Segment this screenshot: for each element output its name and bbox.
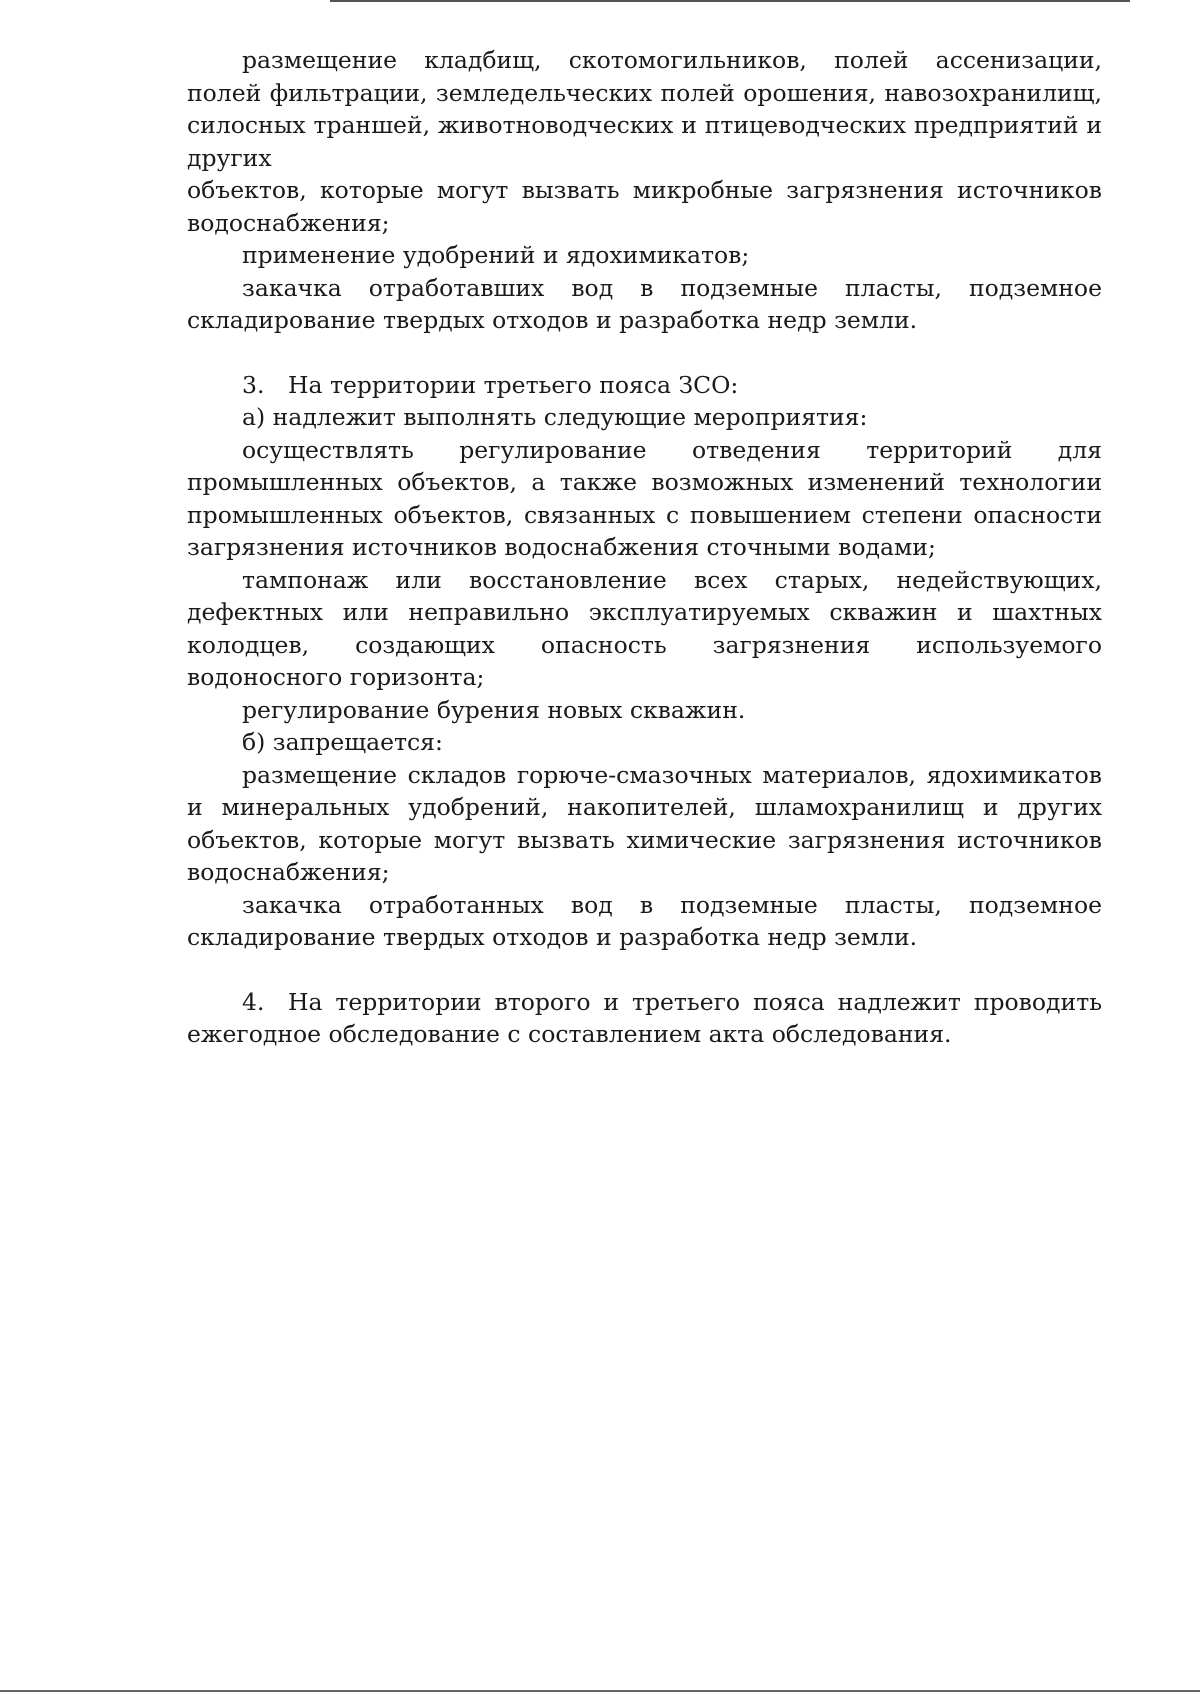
scan-bottom-edge	[0, 1690, 1200, 1692]
section-3-number: 3.	[242, 370, 265, 399]
paragraph-placement-cemeteries: размещение кладбищ, скотомогильников, полей ассенизации, полей фильтрации, земледельческих полей орошения, навозохранилищ, силосных траншей, животноводческих и птицеводческих предприятий и других	[187, 46, 1102, 172]
paragraph-drilling-regulation: регулирование бурения новых скважин.	[242, 695, 746, 724]
paragraph-territory-regulation: осуществлять регулирование отведения территорий для промышленных объектов, а также возможных изменений технологии промышленных объектов, связанных с повышением степени опасности загрязнения источников водоснабжения сточными водами;	[187, 435, 1102, 561]
paragraph-fuel-storage: размещение складов горюче-смазочных материалов, ядохимикатов и минеральных удобрений, накопителей, шламохранилищ и других объектов, которые могут вызвать химические загрязнения источников водоснабжения;	[187, 760, 1102, 886]
paragraph-fertilizers: применение удобрений и ядохимикатов;	[242, 241, 750, 269]
paragraph-well-plugging: тампонаж или восстановление всех старых, недействующих, дефектных или неправильно эксплуатируемых скважин и шахтных колодцев, создающих опасность загрязнения используемого водоносного горизонта;	[187, 565, 1102, 691]
section-3-item-a: а) надлежит выполнять следующие мероприятия:	[242, 403, 868, 431]
paragraph-wastewater-injection: закачка отработанных вод в подземные пласты, подземное складирование твердых отходов и разработка недр земли.	[187, 890, 1102, 951]
scan-top-edge	[330, 0, 1130, 2]
document-body	[187, 44, 1102, 1051]
section-3-title: На территории третьего пояса ЗСО:	[288, 370, 739, 399]
section-4-text: На территории второго и третьего пояса надлежит проводить ежегодное обследование с составлением акта обследования.	[187, 987, 1102, 1048]
paragraph-microbial-pollution: объектов, которые могут вызвать микробные загрязнения источников водоснабжения;	[187, 176, 1102, 237]
paragraph-waste-injection: закачка отработавших вод в подземные пласты, подземное складирование твердых отходов и разработка недр земли.	[187, 273, 1102, 334]
section-4-paragraph	[187, 986, 1102, 1051]
spacer	[187, 337, 1102, 369]
spacer	[187, 954, 1102, 986]
section-3-heading	[187, 369, 1102, 402]
section-4-number: 4.	[242, 987, 265, 1016]
section-3-item-b: б) запрещается:	[242, 728, 443, 756]
